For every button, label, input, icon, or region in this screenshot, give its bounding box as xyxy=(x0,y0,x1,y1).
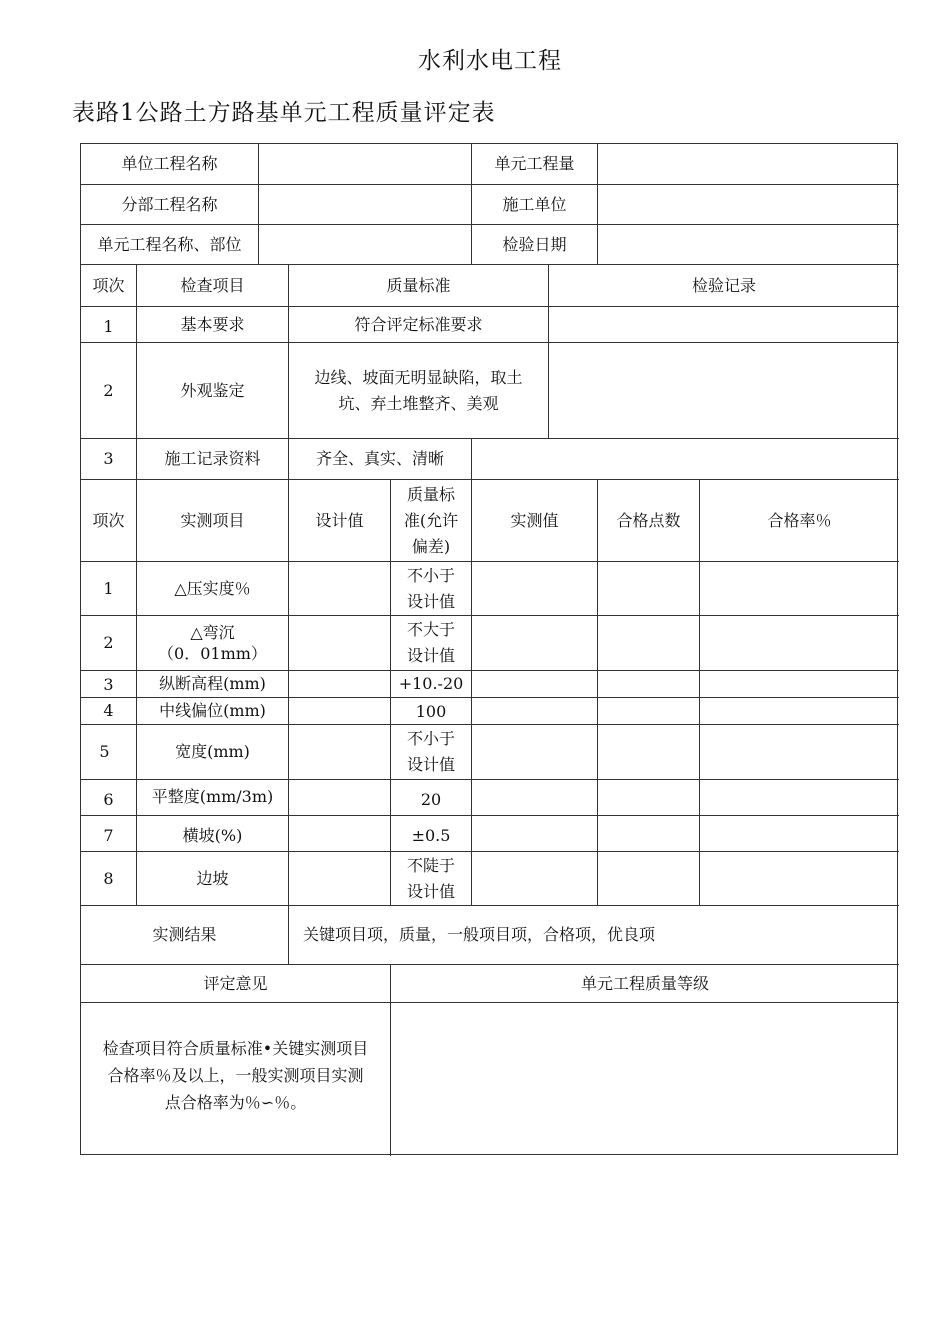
measured-row-1-pass-rate[interactable] xyxy=(700,562,899,616)
measured-row-6-item: 平整度(mm/3m) xyxy=(137,780,289,816)
measured-row-3-tolerance: +10.-20 xyxy=(391,671,472,698)
measured-row-5-no: 5 xyxy=(81,725,137,780)
inspection-row-3-record[interactable] xyxy=(472,439,899,480)
label-unit-project-name: 单位工程名称 xyxy=(81,144,259,185)
inspection-row-2-record[interactable] xyxy=(549,343,899,439)
measured-row-8-design[interactable] xyxy=(289,852,391,906)
measured-row-4-tolerance: 100 xyxy=(391,698,472,725)
measured-row-3-no: 3 xyxy=(81,671,137,698)
measured-row-1-no: 1 xyxy=(81,562,137,616)
measured-header-actual: 实测值 xyxy=(472,480,598,562)
label-inspection-date: 检验日期 xyxy=(472,225,598,265)
measured-header-no: 项次 xyxy=(81,480,137,562)
document-title: 表路1公路土方路基单元工程质量评定表 xyxy=(72,100,496,126)
result-label: 实测结果 xyxy=(81,906,289,965)
inspection-row-1-item: 基本要求 xyxy=(137,307,289,343)
measured-row-5-tolerance: 不小于 设计值 xyxy=(391,725,472,780)
opinion-label: 评定意见 xyxy=(81,965,391,1003)
measured-row-5-design[interactable] xyxy=(289,725,391,780)
measured-row-6-pass-points[interactable] xyxy=(598,780,700,816)
measured-row-8-pass-rate[interactable] xyxy=(700,852,899,906)
measured-row-4-design[interactable] xyxy=(289,698,391,725)
measured-header-pass-points: 合格点数 xyxy=(598,480,700,562)
measured-row-1-pass-points[interactable] xyxy=(598,562,700,616)
measured-row-3-actual[interactable] xyxy=(472,671,598,698)
measured-row-5-actual[interactable] xyxy=(472,725,598,780)
measured-row-5-item: 宽度(mm) xyxy=(137,725,289,780)
label-unit-quantity: 单元工程量 xyxy=(472,144,598,185)
measured-row-2-item: △弯沉 （0．01mm） xyxy=(137,616,289,671)
label-division-project-name: 分部工程名称 xyxy=(81,185,259,225)
measured-row-6-no: 6 xyxy=(81,780,137,816)
measured-row-2-actual[interactable] xyxy=(472,616,598,671)
inspection-row-3-standard: 齐全、真实、清晰 xyxy=(289,439,472,480)
measured-row-8-item: 边坡 xyxy=(137,852,289,906)
measured-row-7-pass-rate[interactable] xyxy=(700,816,899,852)
measured-row-2-no: 2 xyxy=(81,616,137,671)
measured-row-7-item: 横坡(%) xyxy=(137,816,289,852)
measured-row-4-item: 中线偏位(mm) xyxy=(137,698,289,725)
measured-row-7-no: 7 xyxy=(81,816,137,852)
value-unit-project-name[interactable] xyxy=(259,144,472,185)
value-construction-unit[interactable] xyxy=(598,185,899,225)
measured-row-1-design[interactable] xyxy=(289,562,391,616)
value-unit-quantity[interactable] xyxy=(598,144,899,185)
measured-row-7-actual[interactable] xyxy=(472,816,598,852)
header-no: 项次 xyxy=(81,265,137,307)
measured-row-6-design[interactable] xyxy=(289,780,391,816)
inspection-row-2-item: 外观鉴定 xyxy=(137,343,289,439)
inspection-row-1-no: 1 xyxy=(81,307,137,343)
header-check-item: 检查项目 xyxy=(137,265,289,307)
measured-header-design: 设计值 xyxy=(289,480,391,562)
inspection-row-2-standard: 边线、坡面无明显缺陷，取土 坑、弃土堆整齐、美观 xyxy=(289,343,549,439)
measured-row-2-pass-rate[interactable] xyxy=(700,616,899,671)
measured-row-5-pass-rate[interactable] xyxy=(700,725,899,780)
inspection-row-1-record[interactable] xyxy=(549,307,899,343)
measured-row-1-tolerance: 不小于 设计值 xyxy=(391,562,472,616)
measured-row-4-actual[interactable] xyxy=(472,698,598,725)
measured-header-pass-rate: 合格率％ xyxy=(700,480,899,562)
measured-row-8-actual[interactable] xyxy=(472,852,598,906)
measured-row-2-pass-points[interactable] xyxy=(598,616,700,671)
measured-row-1-item: △压实度％ xyxy=(137,562,289,616)
measured-row-4-no: 4 xyxy=(81,698,137,725)
inspection-row-1-standard: 符合评定标准要求 xyxy=(289,307,549,343)
grade-label: 单元工程质量等级 xyxy=(391,965,899,1003)
document-header: 水利水电工程 xyxy=(418,48,562,74)
value-element-name-location[interactable] xyxy=(259,225,472,265)
measured-row-3-item: 纵断高程(mm) xyxy=(137,671,289,698)
inspection-row-3-no: 3 xyxy=(81,439,137,480)
measured-row-8-no: 8 xyxy=(81,852,137,906)
measured-row-2-design[interactable] xyxy=(289,616,391,671)
measured-header-tolerance: 质量标 准(允许 偏差) xyxy=(391,480,472,562)
measured-row-8-tolerance: 不陡于 设计值 xyxy=(391,852,472,906)
grade-value[interactable] xyxy=(391,1003,899,1156)
measured-row-1-actual[interactable] xyxy=(472,562,598,616)
header-quality-standard: 质量标准 xyxy=(289,265,549,307)
measured-row-3-design[interactable] xyxy=(289,671,391,698)
value-inspection-date[interactable] xyxy=(598,225,899,265)
opinion-text: 检查项目符合质量标准•关键实测项目 合格率％及以上，一般实测项目实测 点合格率为％∽％。 xyxy=(81,1003,391,1156)
measured-row-4-pass-points[interactable] xyxy=(598,698,700,725)
header-inspection-record: 检验记录 xyxy=(549,265,899,307)
measured-row-3-pass-points[interactable] xyxy=(598,671,700,698)
inspection-row-2-no: 2 xyxy=(81,343,137,439)
measured-row-3-pass-rate[interactable] xyxy=(700,671,899,698)
measured-row-6-tolerance: 20 xyxy=(391,780,472,816)
measured-row-8-pass-points[interactable] xyxy=(598,852,700,906)
measured-row-2-tolerance: 不大于 设计值 xyxy=(391,616,472,671)
label-construction-unit: 施工单位 xyxy=(472,185,598,225)
measured-row-6-pass-rate[interactable] xyxy=(700,780,899,816)
quality-assessment-table xyxy=(80,143,898,1155)
inspection-row-3-item: 施工记录资料 xyxy=(137,439,289,480)
measured-row-4-pass-rate[interactable] xyxy=(700,698,899,725)
measured-row-6-actual[interactable] xyxy=(472,780,598,816)
result-text: 关键项目项，质量，一般项目项，合格项，优良项 xyxy=(289,906,899,965)
measured-row-7-tolerance: ±0.5 xyxy=(391,816,472,852)
measured-row-7-pass-points[interactable] xyxy=(598,816,700,852)
value-division-project-name[interactable] xyxy=(259,185,472,225)
label-element-name-location: 单元工程名称、部位 xyxy=(81,225,259,265)
measured-row-5-pass-points[interactable] xyxy=(598,725,700,780)
measured-row-7-design[interactable] xyxy=(289,816,391,852)
measured-header-item: 实测项目 xyxy=(137,480,289,562)
